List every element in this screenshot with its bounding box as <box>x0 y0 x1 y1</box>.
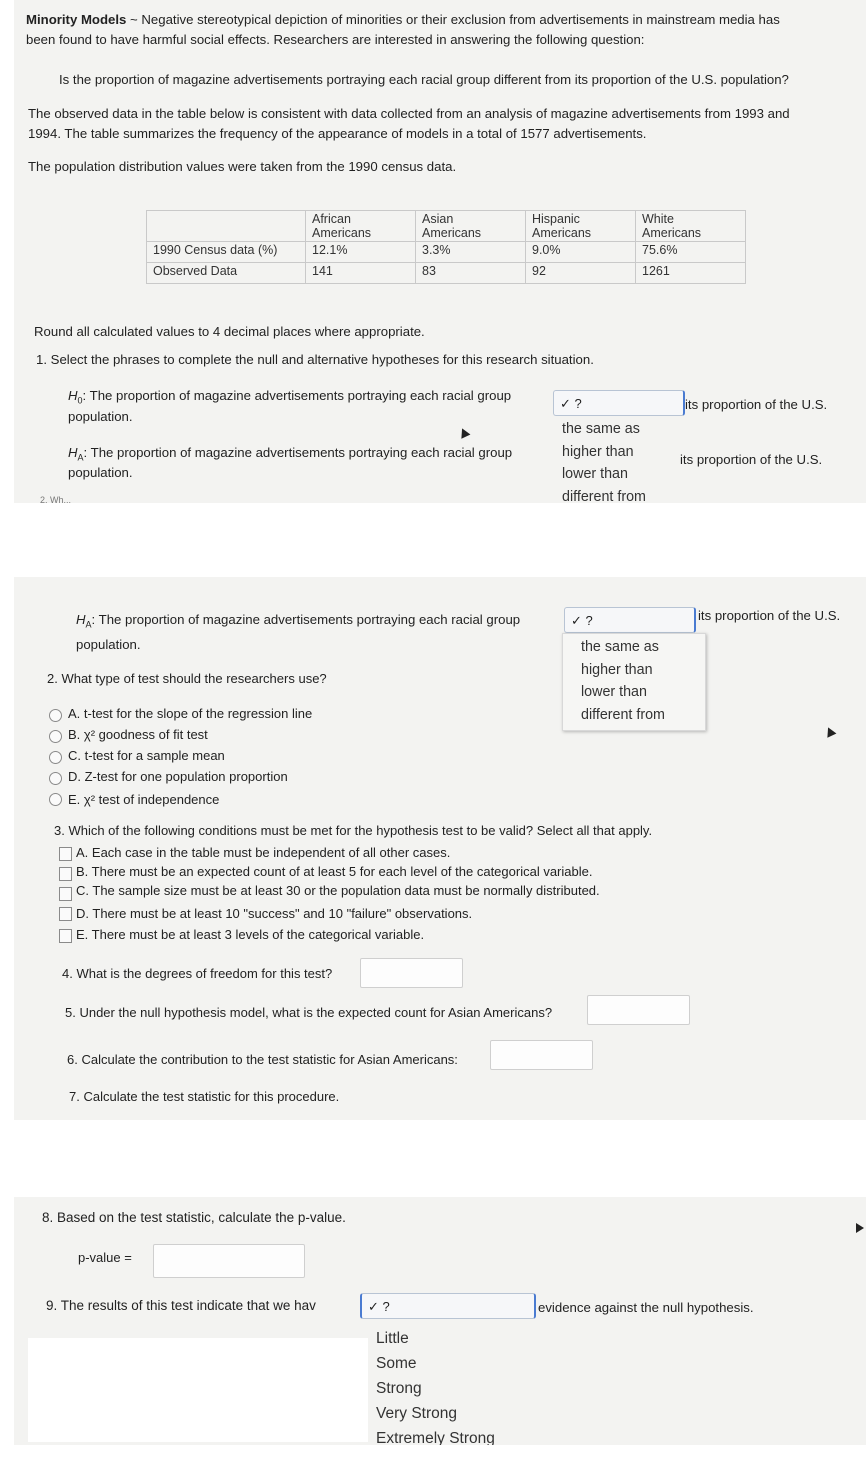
research-question: Is the proportion of magazine advertisements portraying each racial group different from its proportion of the U.S. population? <box>59 72 789 87</box>
expected-count-input[interactable] <box>587 995 690 1025</box>
panel-pvalue <box>14 1197 866 1445</box>
menu-option-some[interactable]: Some <box>376 1355 417 1372</box>
condition-e-label: E. There must be at least 3 levels of the categorical variable. <box>76 927 425 942</box>
row-label: Observed Data <box>147 263 306 284</box>
checkbox-condition-a[interactable] <box>59 847 72 861</box>
ha-statement: $H_A$: The proportion of magazine advertisements portraying each racial group <box>68 445 513 463</box>
evidence-dropdown-value: ✓ ? <box>368 1299 390 1314</box>
table-cell: 141 <box>306 263 416 284</box>
question-9: 9. The results of this test indicate that we hav <box>46 1298 316 1313</box>
panel-hypotheses <box>14 0 866 503</box>
h0-dropdown-menu <box>562 418 692 503</box>
ha-after-text: its proportion of the U.S. <box>680 452 823 467</box>
mouse-cursor-icon <box>824 725 837 737</box>
radio-option-a[interactable] <box>49 709 62 722</box>
radio-option-d[interactable] <box>49 772 62 785</box>
h0-dropdown[interactable] <box>553 390 685 416</box>
checkbox-condition-b[interactable] <box>59 867 72 881</box>
menu-option-lower[interactable]: lower than <box>581 684 647 700</box>
ha-dropdown-value: ✓ ? <box>571 613 593 628</box>
table-row <box>147 263 746 284</box>
row-label: 1990 Census data (%) <box>147 242 306 263</box>
h0-line-2: population. <box>68 409 133 424</box>
menu-option-different[interactable]: different from <box>581 706 665 723</box>
option-c-label: C. t-test for a sample mean <box>68 748 225 763</box>
table-cell: 75.6% <box>636 242 746 263</box>
census-table <box>146 210 746 284</box>
checkbox-condition-c[interactable] <box>59 887 72 901</box>
radio-option-e[interactable] <box>49 793 62 806</box>
option-d-label: D. Z-test for one population proportion <box>68 769 288 784</box>
intro-line-2: been found to have harmful social effects. Researchers are interested in answering the following question: <box>26 32 645 47</box>
ha-line-2b: population. <box>76 637 141 652</box>
condition-a-label: A. Each case in the table must be independent of all other cases. <box>76 845 451 860</box>
radio-option-b[interactable] <box>49 730 62 743</box>
menu-option-higher[interactable]: higher than <box>562 443 634 460</box>
checkbox-condition-d[interactable] <box>59 907 72 921</box>
pvalue-label: p-value = <box>78 1250 132 1265</box>
ha-dropdown[interactable] <box>564 607 696 633</box>
mouse-cursor-icon <box>458 426 471 438</box>
question-5: 5. Under the null hypothesis model, what is the expected count for Asian Americans? <box>65 1005 553 1020</box>
panel-questions <box>14 577 866 1120</box>
ha-line-2: population. <box>68 465 133 480</box>
option-a-label: A. t-test for the slope of the regression line <box>68 706 313 721</box>
header-asian: Asian Americans <box>416 211 526 242</box>
ha-after-text-2: its proportion of the U.S. <box>698 608 841 623</box>
right-arrow-icon <box>856 1223 864 1233</box>
pvalue-input[interactable] <box>153 1244 305 1278</box>
question-6: 6. Calculate the contribution to the test statistic for Asian Americans: <box>67 1052 458 1067</box>
question-1: 1. Select the phrases to complete the null and alternative hypotheses for this research situation. <box>36 352 594 367</box>
menu-option-strong[interactable]: Strong <box>376 1380 422 1397</box>
radio-option-c[interactable] <box>49 751 62 764</box>
ha-dropdown-menu <box>562 633 706 731</box>
header-white: White Americans <box>636 211 746 242</box>
df-input[interactable] <box>360 958 463 988</box>
h0-dropdown-value: ✓ ? <box>560 396 582 411</box>
header-african: African Americans <box>306 211 416 242</box>
observed-line-1: The observed data in the table below is consistent with data collected from an analysis of magazine advertisements from 1993 and <box>28 106 790 121</box>
observed-line-2: 1994. The table summarizes the frequency of the appearance of models in a total of 1577 advertisements. <box>28 126 647 141</box>
menu-option-lower[interactable]: lower than <box>562 466 628 482</box>
option-e-label: E. χ² test of independence <box>68 792 220 807</box>
intro-text: ~ Negative stereotypical depiction of minorities or their exclusion from advertisements in mainstream media has <box>126 12 780 27</box>
table-cell: 12.1% <box>306 242 416 263</box>
checkbox-condition-e[interactable] <box>59 929 72 943</box>
table-cell: 3.3% <box>416 242 526 263</box>
table-corner-cell <box>147 211 306 242</box>
option-b-label: B. χ² goodness of fit test <box>68 727 208 742</box>
h0-statement: $H_0$: The proportion of magazine advertisements portraying each racial group <box>68 388 512 406</box>
condition-c-label: C. The sample size must be at least 30 or the population data must be normally distributed. <box>76 883 600 898</box>
ha-statement-2: $H_A$: The proportion of magazine advertisements portraying each racial group <box>76 612 521 630</box>
header-hispanic: Hispanic Americans <box>526 211 636 242</box>
table-cell: 92 <box>526 263 636 284</box>
condition-b-label: B. There must be an expected count of at least 5 for each level of the categorical variable. <box>76 864 593 879</box>
menu-option-very-strong[interactable]: Very Strong <box>376 1405 457 1422</box>
table-cell: 9.0% <box>526 242 636 263</box>
menu-option-little[interactable]: Little <box>376 1330 409 1347</box>
h0-after-text: its proportion of the U.S. <box>685 397 828 412</box>
blank-area <box>28 1338 368 1442</box>
condition-d-label: D. There must be at least 10 "success" and 10 "failure" observations. <box>76 906 473 921</box>
menu-option-extremely-strong[interactable]: Extremely Strong <box>376 1430 495 1445</box>
question-7: 7. Calculate the test statistic for this procedure. <box>69 1089 340 1104</box>
question-8: 8. Based on the test statistic, calculate the p-value. <box>42 1210 346 1225</box>
table-row <box>147 242 746 263</box>
evidence-dropdown[interactable] <box>360 1293 536 1319</box>
round-note: Round all calculated values to 4 decimal places where appropriate. <box>34 324 425 339</box>
problem-title: Minority Models <box>26 12 127 27</box>
menu-option-same[interactable]: the same as <box>581 639 659 655</box>
intro-line-1 <box>26 10 780 29</box>
menu-option-same[interactable]: the same as <box>562 421 640 437</box>
contribution-input[interactable] <box>490 1040 593 1070</box>
menu-option-higher[interactable]: higher than <box>581 661 653 678</box>
evidence-dropdown-menu <box>376 1326 526 1445</box>
question-3: 3. Which of the following conditions must be met for the hypothesis test to be valid? Select all that apply. <box>54 823 653 838</box>
question-2: 2. What type of test should the researchers use? <box>47 671 327 686</box>
question-4: 4. What is the degrees of freedom for this test? <box>62 966 333 981</box>
menu-option-different[interactable]: different from <box>562 488 646 503</box>
q9-after-text: evidence against the null hypothesis. <box>538 1300 754 1315</box>
table-cell: 83 <box>416 263 526 284</box>
table-cell: 1261 <box>636 263 746 284</box>
table-header-row <box>147 211 746 242</box>
cutoff-text: 2. Wh... <box>40 495 72 503</box>
population-note: The population distribution values were taken from the 1990 census data. <box>28 159 457 174</box>
